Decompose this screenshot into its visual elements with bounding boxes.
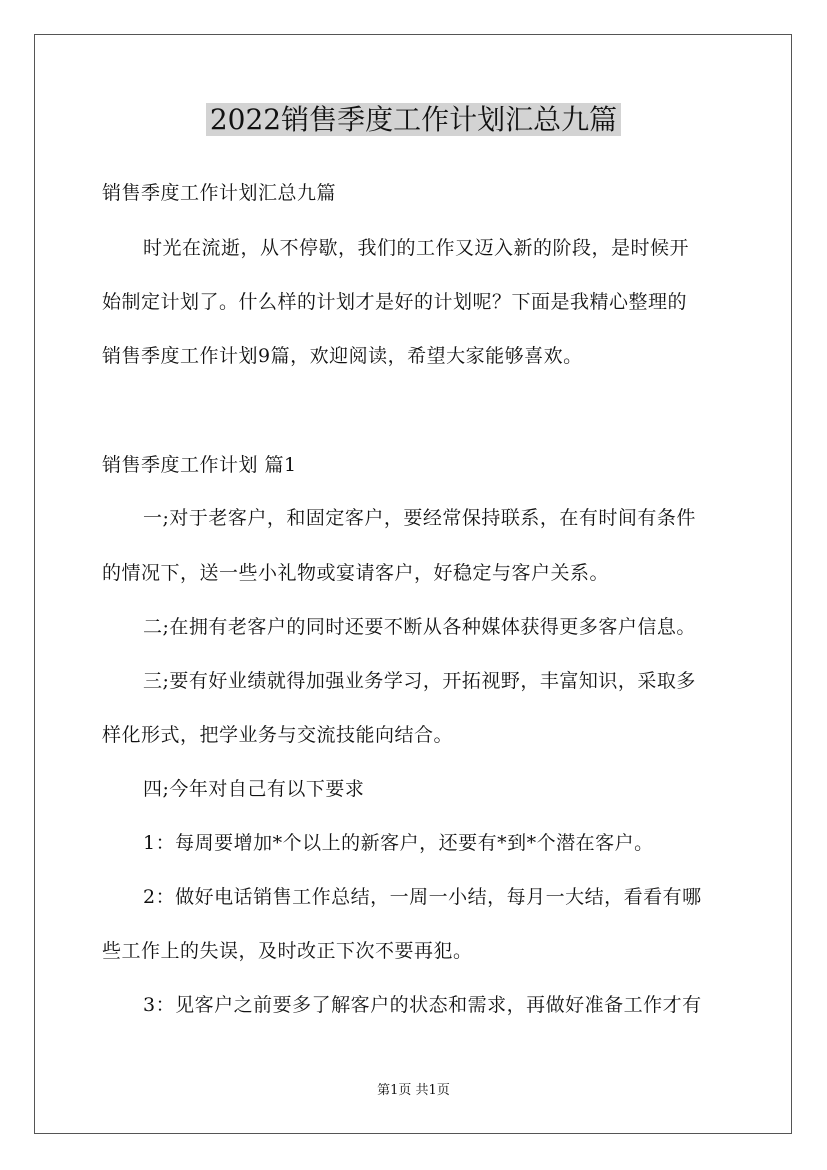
body-line-1: 一;对于老客户，和固定客户，要经常保持联系，在有时间有条件 [143,507,696,529]
intro-line-3: 销售季度工作计划9篇，欢迎阅读，希望大家能够喜欢。 [102,345,583,367]
body-line-5: 样化形式，把学业务与交流技能向结合。 [102,724,454,746]
document-title [0,98,827,142]
intro-line-2: 始制定计划了。什么样的计划才是好的计划呢？下面是我精心整理的 [102,291,688,313]
body-line-6: 四;今年对自己有以下要求 [143,778,365,800]
body-line-8: 2：做好电话销售工作总结，一周一小结，每月一大结，看看有哪 [143,886,702,908]
body-line-2: 的情况下，送一些小礼物或宴请客户，好稳定与客户关系。 [102,562,610,584]
body-line-7: 1：每周要增加*个以上的新客户，还要有*到*个潜在客户。 [143,832,654,854]
page-number: 第1页 共1页 [377,1083,450,1098]
document-title-text: 2022销售季度工作计划汇总九篇 [206,103,621,136]
body-line-4: 三;要有好业绩就得加强业务学习，开拓视野，丰富知识，采取多 [143,670,696,692]
body-line-9: 些工作上的失误，及时改正下次不要再犯。 [102,940,473,962]
body-line-10: 3：见客户之前要多了解客户的状态和需求，再做好准备工作才有 [143,994,702,1016]
subtitle: 销售季度工作计划汇总九篇 [102,182,337,204]
intro-line-1: 时光在流逝，从不停歇，我们的工作又迈入新的阶段，是时候开 [143,237,690,259]
body-line-3: 二;在拥有老客户的同时还要不断从各种媒体获得更多客户信息。 [143,616,696,638]
section-heading: 销售季度工作计划 篇1 [102,454,297,476]
